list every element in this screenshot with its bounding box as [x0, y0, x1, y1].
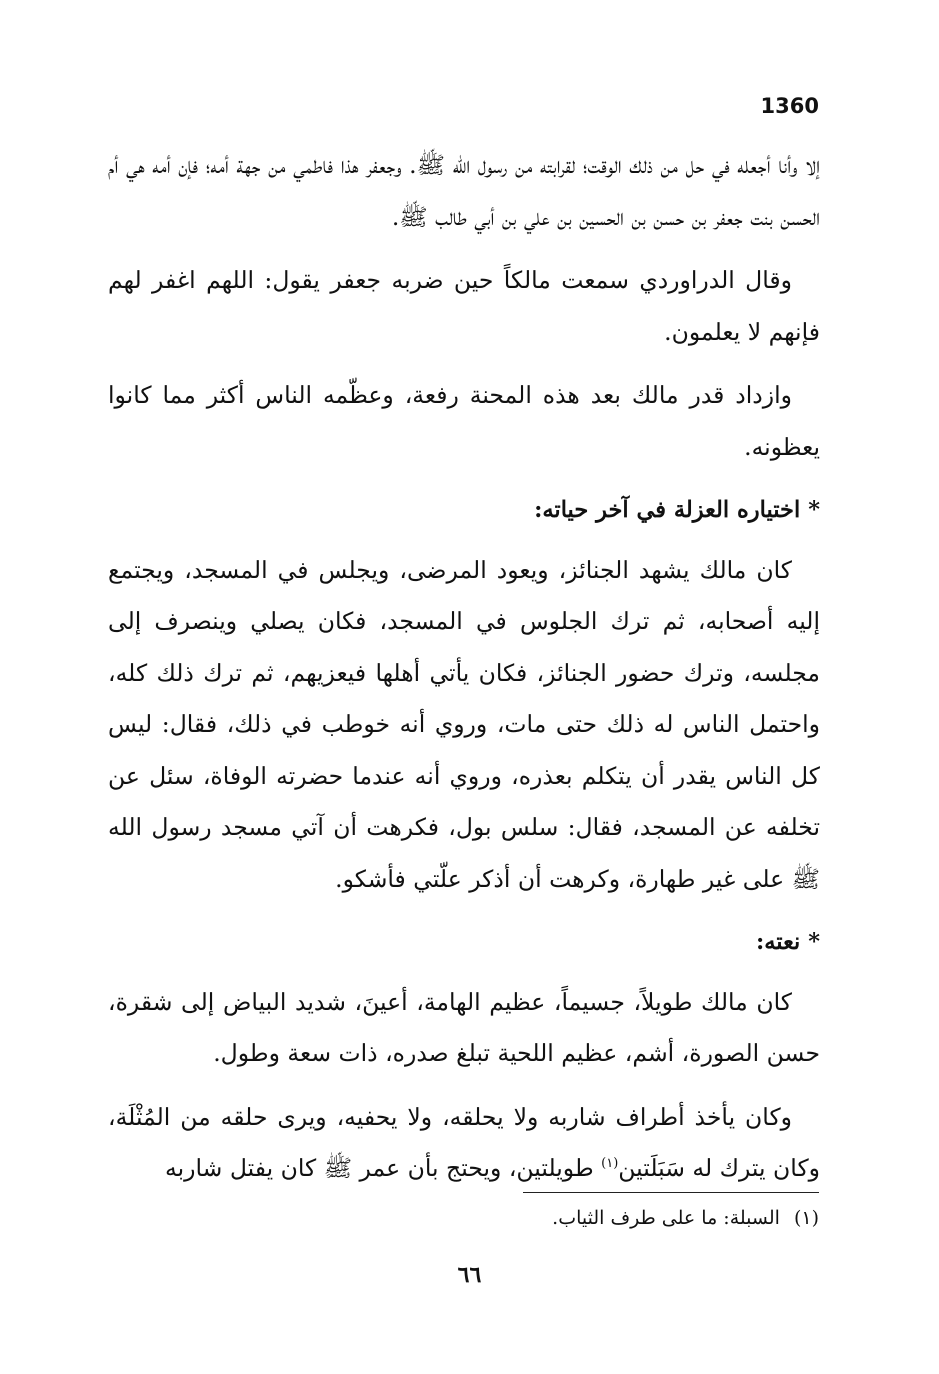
paragraph-6-text-continued: طويلتين، ويحتج بأن عمر ﷺ كان يفتل شاربه [165, 1154, 602, 1182]
footnote-text: السبلة: ما على طرف الثياب. [552, 1207, 780, 1229]
paragraph-4: كان مالك يشهد الجنائز، ويعود المرضى، ويجلس في المسجد، ويجتمع إليه أصحابه، ثم ترك الجلوس في المسجد، فكان يصلي وينصرف إلى مجلسه، وترك حضور الجنائز، فكان يأتي أهلها فيعزيهم، ثم ترك ذلك كله، واحتمل الناس له ذلك حتى مات، وروي أنه خوطب في ذلك، فقال: ليس كل الناس يقدر أن يتكلم بعذره، وروي أنه عندما حضرته الوفاة، سئل عن تخلفه عن المسجد، فقال: سلس بول، فكرهت أن آتي مسجد رسول الله ﷺ على غير طهارة، وكرهت أن أذكر علّتي فأشكو. [108, 555, 820, 893]
section-heading-description [108, 917, 820, 969]
footnote-divider [523, 1192, 819, 1193]
page-number-top: 1360 [760, 94, 819, 118]
heading-star-marker: * [808, 929, 820, 955]
footnote-number: (١) [793, 1207, 819, 1229]
paragraph-1: إلا وأنا أجعله في حل من ذلك الوقت؛ لقرابته من رسول الله ﷺ. وجعفر هذا فاطمي من جهة أمه؛ فإن أمه هي أم الحسن بنت جعفر بن حسن بن الحسين بن علي بن أبي طالب ﷺ. [108, 151, 820, 231]
paragraph-6-text: وكان يأخذ أطراف شاربه ولا يحلقه، ولا يحفيه، ويرى حلقه من المُثْلَة، وكان يترك له سَبَلَتين [108, 1102, 820, 1182]
heading-text: نعته: [755, 929, 801, 955]
page-number-bottom: ٦٦ [457, 1262, 482, 1288]
paragraph-2: وقال الدراوردي سمعت مالكاً حين ضربه جعفر يقول: اللهم اغفر لهم فإنهم لا يعلمون. [108, 266, 820, 346]
footnote-reference[interactable]: (١) [601, 1156, 619, 1172]
paragraph-5: كان مالك طويلاً، جسيماً، عظيم الهامة، أعينَ، شديد البياض إلى شقرة، حسن الصورة، أشم، عظيم اللحية تبلغ صدره، ذات سعة وطول. [108, 987, 820, 1067]
heading-text: اختياره العزلة في آخر حياته: [534, 497, 801, 523]
footnote [219, 1203, 819, 1233]
body-text [108, 140, 820, 1207]
section-heading-seclusion [108, 485, 820, 537]
heading-star-marker: * [808, 497, 820, 523]
paragraph-3: وازداد قدر مالك بعد هذه المحنة رفعة، وعظّمه الناس أكثر مما كانوا يعظونه. [108, 381, 820, 461]
paragraph-6 [108, 1092, 820, 1195]
